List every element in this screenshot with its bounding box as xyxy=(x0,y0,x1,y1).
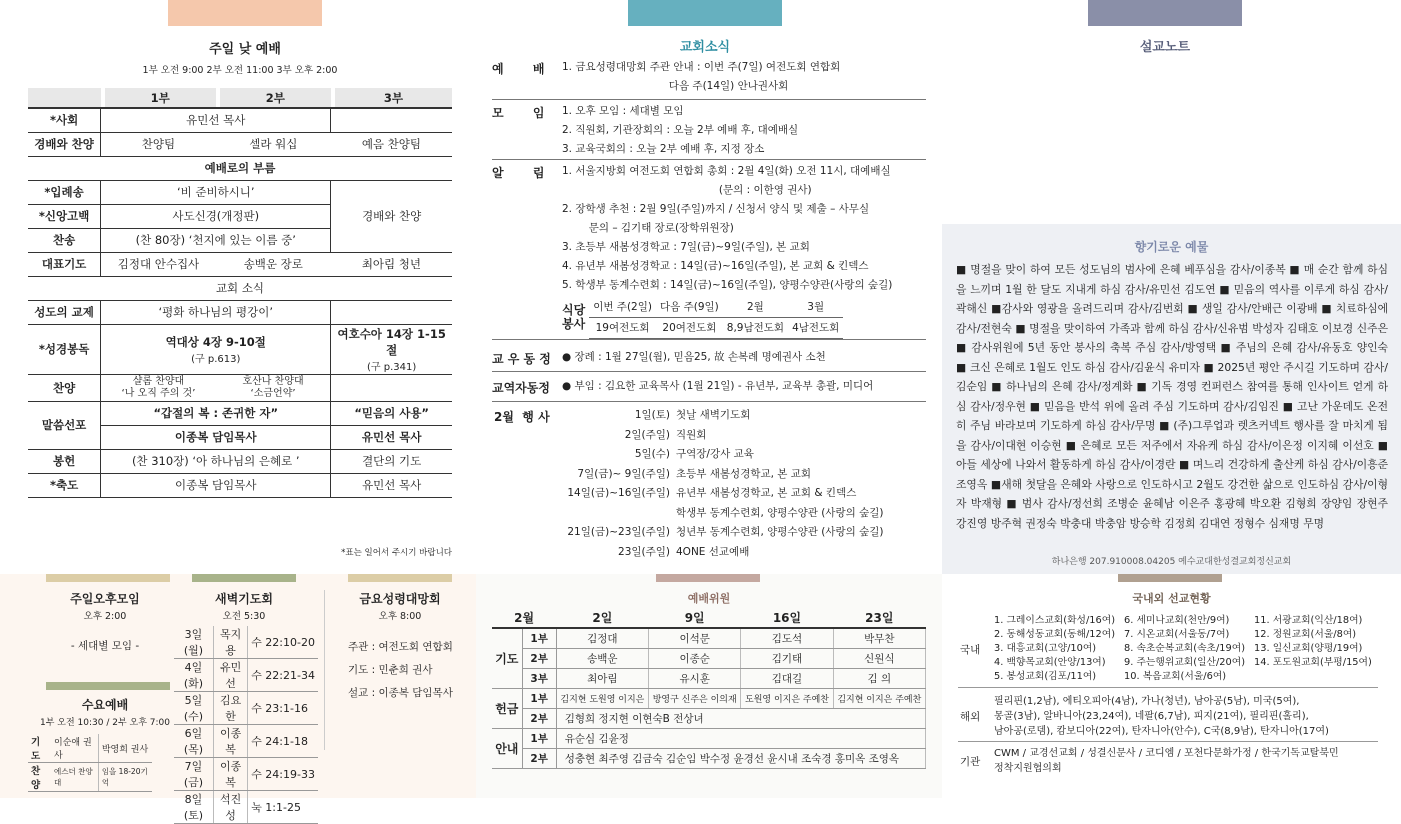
dawn-row: 3일(월) 목지용 수 22:10-20 xyxy=(174,626,318,659)
mission-overseas: 해외 필리핀(1,2남), 에티오피아(4남), 가나(청년), 남아공(5남), 미국(5여), 몽골(3남), 알바니아(23,24여), 네팔(6,7남), 피지(21여), 필리핀(홀리), 남아공(로뎀), 캄보디아(22여), 탄자니아(안수), C국(8,9남), 탄자니아(17여) xyxy=(958,692,1378,742)
news-worship: 예 배 1. 금요성령대망회 주관 안내 : 이번 주(7일) 여전도회 연합회 다음 주(14일) 안나권사회 xyxy=(492,58,926,100)
feb-event xyxy=(558,543,883,563)
domestic-church: 1. 그레이스교회(화성/16여) xyxy=(994,615,1116,626)
meal-service-table: 식당 봉사 이번 주(2일) 다음 주(9일) 2월 3월 19여전도회 20여전도회 8,9남전도회 4남전도회 xyxy=(558,296,843,339)
duty-row: 2부 김형희 정지현 이현숙B 전상녀 xyxy=(492,708,926,728)
afternoon-body: - 세대별 모임 - xyxy=(70,640,140,652)
dawn-row: 6일(목) 이종복 수 24:1-18 xyxy=(174,725,318,758)
sermon-note-title: 설교노트 xyxy=(1139,40,1191,55)
afternoon-time: 오후 2:00 xyxy=(83,611,127,622)
duty-row: 기도 1부 김정대 이석문 김도석 박무찬 xyxy=(492,628,926,648)
domestic-church: 2. 동해성동교회(동해/12여) xyxy=(994,629,1116,640)
feb-event-desc: 학생부 동계수련회, 양평수양관 (사랑의 숲길) xyxy=(676,506,884,519)
wednesday-time: 1부 오전 10:30 / 2부 오후 7:00 xyxy=(40,718,170,728)
news-title: 교회소식 xyxy=(679,40,731,55)
feb-event-date: 23일(주일) xyxy=(618,545,670,558)
tab-sermon-note xyxy=(1088,0,1242,26)
dawn-row: 8일(토) 석진성 눅 1:1-25 xyxy=(174,791,318,824)
news-notice: 알 림 1. 서울지방회 여전도회 연합회 총회 : 2월 4일(화) 오전 11시, 대예배실 (문의 : 이한영 권사) 2. 장학생 추천 : 2월 9일(주일)까지 / 신청서 양식 및 제출 – 사무실 문의 – 김기태 장로(장학위원장) 3. 초등부 새봄성경학교 : 7일(금)~9일(주일), 본 교회 4. 유년부 새봄성경학교 : 14일(금)~16일(주일), 본 교회 & 킨덱스 5. 학생부 동계수련회 : 14일(금)~16일(주일), 양평수양관(사랑의 숲길) xyxy=(492,162,926,340)
domestic-column xyxy=(1254,614,1374,684)
feb-event xyxy=(558,504,883,524)
feb-event-desc: 유년부 새봄성경학교, 본 교회 & 킨덱스 xyxy=(676,487,857,499)
col-2bu: 2부 xyxy=(220,88,331,108)
tab-worship xyxy=(168,0,322,26)
feb-event xyxy=(558,465,883,485)
worship-times: 1부 오전 9:00 2부 오전 11:00 3부 오후 2:00 xyxy=(142,65,338,76)
friday-title: 금요성령대망회 xyxy=(359,592,441,606)
feb-event-desc: 직원회 xyxy=(676,428,707,441)
dawn-row: 7일(금) 이종복 수 24:19-33 xyxy=(174,758,318,791)
feb-event xyxy=(558,445,883,465)
worship-note: *표는 일어서 주시기 바랍니다 xyxy=(341,548,452,558)
feb-event-date: 2일(주일) xyxy=(624,428,670,441)
feb-event-desc: 청년부 동계수련회, 양평수양관 (사랑의 숲길) xyxy=(676,526,884,538)
dawn-title: 새벽기도회 xyxy=(215,592,273,606)
feb-events: 2월 행 사 1일(토) 첫날 새벽기도회 2일(주일) 직원회 5일(수) 구역장/강사 교육 7일(금)~ 9일(주일) 초등부 새봄성경학교, 본 교회 14일(금)~16일(주일) 유년부 새봄성경학교, 본 교회 & 킨덱스 학생부 동계수련회, 양평수양관 (사랑의 숲길) 21일(금)~23일(주일) 청년부 동계수련회, 양평수양관 (사랑의 숲길) 23일(주일) 4ONE 선교예배 xyxy=(492,406,926,566)
feb-event-desc: 4ONE 선교예배 xyxy=(676,545,750,558)
domestic-church: 10. 복음교회(서울/6여) xyxy=(1124,671,1227,682)
feb-event-desc: 구역장/강사 교육 xyxy=(676,448,754,460)
col-3bu: 3부 xyxy=(335,88,452,108)
feb-event xyxy=(558,523,883,543)
domestic-church: 11. 서광교회(익산/18여) xyxy=(1254,615,1363,626)
feb-event xyxy=(558,406,883,426)
feb-event xyxy=(558,426,883,446)
feb-event-date: 1일(토) xyxy=(634,409,670,421)
feb-event-desc: 초등부 새봄성경학교, 본 교회 xyxy=(676,467,812,480)
duty-row: 3부 최아림 유시훈 김대길 김 의 xyxy=(492,668,926,688)
mission-orgs: 기관 CWM / 교경선교회 / 성결신문사 / 코디엠 / 포천다문화가정 / 한국기독교탈북민 정착지원협의회 xyxy=(960,748,1339,774)
feb-event-desc: 첫날 새벽기도회 xyxy=(676,409,751,421)
offering-text: ■ 명절을 맞이 하여 모든 성도님의 범사에 은혜 베푸심을 감사/이종복 ■ 매 순간 함께 하심을 느끼며 1월 한 달도 지내게 하심 감사/유민선 김도연 ■ 믿음의 역사를 이루게 하심 감사/곽해신 ■감사와 영광을 올려드리며 감사/김번회 ■ 생일 감사/안배근 이광배 ■ 치료하심에 감사/전현숙 ■ 명절을 맞이하여 가족과 함께 하심 감사/신유범 박성자 김태호 이보경 신주은 ■ 감사위원에 5년 동안 봉사의 축복 주심 감사/방영택 ■ 주님의 은혜 감사/유동호 양인숙 ■ 크신 은혜로 1월도 인도 하심 감사/김윤식 유미자 ■ 2025년 평안 주시길 기도하며 감사/김순임 ■ 하나님의 은혜 감사/정계화 ■ 기독 경영 컨퍼런스 참여를 통해 인사이트 얻게 하심 감사/정우현 ■ 믿음을 반석 위에 올려 주심 기도하며 감사/김임진 ■ 고난 가운데도 온전히 주님 바라보며 기도하게 하심 감사/무명 ■ (주)그루업과 렛츠커넥트 행사를 잘 마치게 됨을 감사/이대현 이승현 ■ 은혜로 모든 저주에서 자유케 하심 감사/이은정 이지혜 이선호 ■ 아들 세상에 나와서 활동하게 하심 감사/이경란 ■ 며느리 건강하게 출산케 하심 감사/이흥준 조영옥 ■새해 첫달을 은혜와 사랑으로 인도하시고 2월도 강건한 삶으로 인도하심 감사/이형자 박재형 ■ 범사 감사/정선희 조병순 윤혜남 이은주 홍광혜 박오환 김형희 장양임 장현주 강진영 방주혁 권정숙 박충대 박충암 방승학 김정희 김대연 정형수 심재명 무명 xyxy=(956,263,1388,530)
duty-row: 안내 1부 유순심 김윤정 xyxy=(492,728,926,748)
dawn-row: 4일(화) 유민선 수 22:21-34 xyxy=(174,659,318,692)
news-meeting: 모 임 1. 오후 모임 : 세대별 모임 2. 직원회, 기관장회의 : 오늘 2부 예배 후, 대예배실 3. 교육국회의 : 오늘 2부 예배 후, 지정 장소 xyxy=(492,102,926,160)
duty-title: 예배위원 xyxy=(687,592,731,605)
duty-row: 2부 성충현 최주영 김금숙 김순임 박수정 윤경선 윤시내 조숙경 홍미옥 조영옥 xyxy=(492,748,926,768)
domestic-church: 6. 세미나교회(천안/9여) xyxy=(1124,615,1230,626)
domestic-column xyxy=(1124,614,1254,684)
wednesday-table: 기도 이순애 권사 박영희 권사 찬양 에스더 찬양대 임을 18-20기억 xyxy=(28,734,152,792)
domestic-church: 9. 주는행위교회(일산/20여) xyxy=(1124,657,1246,668)
duty-row: 헌금 1부 김지현 도원영 이지은 방영구 신주은 이의재 도원영 이지은 주예찬 김지현 이지은 주예찬 xyxy=(492,688,926,708)
news-staff: 교역자동정 ● 부임 : 김요한 교육목사 (1월 21일) - 유년부, 교육부 총괄, 미디어 xyxy=(492,374,926,402)
feb-event-date xyxy=(558,504,670,524)
news-members: 교 우 동 정 ● 장례 : 1월 27일(월), 믿음25, 故 손복례 명예권사 소천 xyxy=(492,346,926,372)
tab-news xyxy=(628,0,782,26)
feb-event-date: 7일(금)~ 9일(주일) xyxy=(577,467,670,480)
worship-title: 주일 낮 예배 xyxy=(209,42,281,57)
domestic-church: 5. 봉성교회(김포/11여) xyxy=(994,671,1097,682)
offering-title: 향기로운 예물 xyxy=(1134,240,1209,254)
dawn-time: 오전 5:30 xyxy=(222,611,266,622)
duty-row: 2부 송백운 이종순 김기태 신원식 xyxy=(492,648,926,668)
bank-info: 하나은행 207.910008.04205 예수교대한성결교회정신교회 xyxy=(1051,557,1292,567)
domestic-church: 8. 속초순복교회(속초/19여) xyxy=(1124,643,1246,654)
dawn-row: 5일(수) 김요한 수 23:1-16 xyxy=(174,692,318,725)
col-1bu: 1부 xyxy=(105,88,216,108)
feb-event-date: 21일(금)~23일(주일) xyxy=(567,526,670,538)
feb-event-date: 5일(수) xyxy=(634,448,670,460)
domestic-church: 4. 백향목교회(안양/13여) xyxy=(994,657,1106,668)
friday-time: 오후 8:00 xyxy=(378,611,422,622)
duty-table: 2월 2일 9일 16일 23일 기도 1부 김정대 이석문 김도석 박무찬 2부 송백운 이종순 김기태 신원식 3부 최아림 유시훈 김대길 김 의 헌금 1부 김지현 도원영 이지은 방영구 신주은 이의재 도원영 이지은 주예찬 김지현 이지은 주예찬 2부 김형희 정지현 이현숙B 전상녀 안내 1부 유순심 김윤정 2부 성충현 최주영 김금숙 김순임 박수정 윤경선 윤시내 조숙경 홍미옥 조영옥 xyxy=(492,608,926,769)
mission-title: 국내외 선교현황 xyxy=(1132,592,1211,605)
friday-lines: 주관 : 여전도회 연합회 기도 : 민춘희 권사 설교 : 이종복 담임목사 xyxy=(348,641,453,699)
domestic-church: 14. 포도원교회(부평/15여) xyxy=(1254,657,1372,668)
domestic-church: 7. 시온교회(서울동/7여) xyxy=(1124,629,1230,640)
feb-event-date: 14일(금)~16일(주일) xyxy=(567,487,670,499)
dawn-schedule-table xyxy=(174,606,318,824)
worship-order-table: 1부 2부 3부 *사회 유민선 목사 경배와 찬양 찬양팀 셀라 워십 예음 찬양팀 예배로의 부름 *입례송 ‘비 준비하시니’ 경배와 찬양 *신앙고백 사도신경(개정판) 찬송 (찬 80장) ‘천지에 있는 이름 중’ 대표기도 김정대 안수집사 송백운 장로 최아림 청년 교회 소식 성도의 교제 ‘평화 하나님의 평강이’ *성경봉독 역대상 4장 9-10절 (구 p.613) 여호수아 14장 1-15절 (구 p.341) 찬양 샬롬 찬양대 ‘나 오직 주의 것’ 호산나 찬양대 ‘소금언약’ 말씀선포 “갑절의 복 : 존귀한 자” “믿음의 사용” 이종복 담임목사 유민선 목사 봉헌 (찬 310장) ‘아 하나님의 은혜로 ’ 결단의 기도 *축도 이종복 담임목사 유민선 목사 xyxy=(28,88,452,498)
feb-event xyxy=(558,484,883,504)
domestic-church: 3. 대흥교회(고양/10여) xyxy=(994,643,1097,654)
wednesday-title: 수요예배 xyxy=(81,698,129,712)
domestic-column xyxy=(994,614,1124,684)
domestic-church: 13. 일신교회(양평/19여) xyxy=(1254,643,1363,654)
meal-label: 식당 봉사 xyxy=(562,303,586,331)
afternoon-title: 주일오후모임 xyxy=(70,592,140,606)
mission-domestic: 국내 1. 그레이스교회(화성/16여) 2. 동해성동교회(동해/12여) 3. 대흥교회(고양/10여) 4. 백향목교회(안양/13여) 5. 봉성교회(김포/11여) 6. 세미나교회(천안/9여) 7. 시온교회(서울동/7여) 8. 속초순복교회(속초/19여) 9. 주는행위교회(일산/20여) 10. 복음교회(서울/6여) 11. 서광교회(익산/18여) 12. 정원교회(서울/8여) 13. 일신교회(양평/19여) 14. 포도원교회(부평/15여) xyxy=(958,612,1378,688)
domestic-church: 12. 정원교회(서울/8여) xyxy=(1254,629,1357,640)
